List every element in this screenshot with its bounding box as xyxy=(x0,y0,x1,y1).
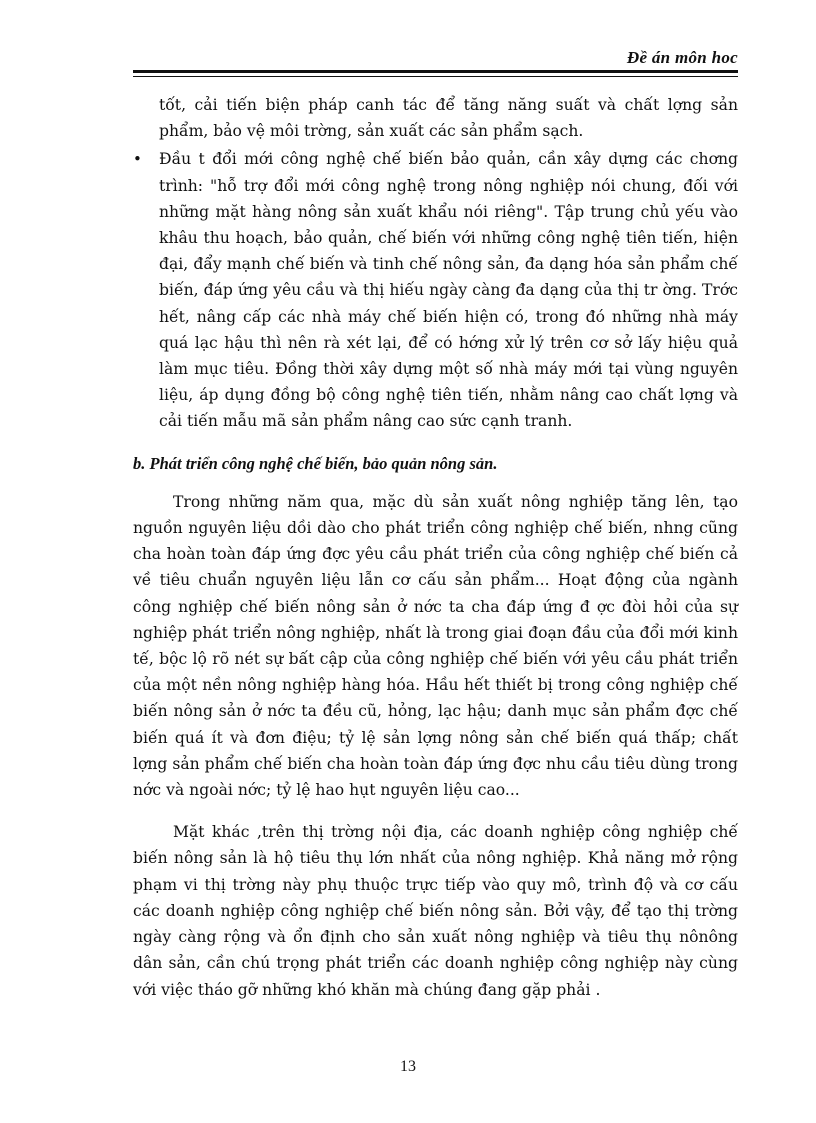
header-rule-thick xyxy=(133,70,738,73)
page-number: 13 xyxy=(400,1058,416,1075)
header-rule-thin xyxy=(133,76,738,77)
header-title: Đề án môn hoc xyxy=(626,48,738,67)
section-heading: b. Phát triển công nghệ chế biến, bảo quản nông sản. xyxy=(133,453,498,473)
bullet-item xyxy=(133,146,738,434)
body-paragraph-2: Mặt khác ,trên thị trờng nội địa, các doanh nghiệp công nghiệp chế biến nông sản là hộ tiêu thụ lớn nhất của nông nghiệp. Khả năng mở rộng phạm vi thị trờng này phụ thuộc trực tiếp vào quy mô, trình độ và cơ cấu các doanh nghiệp công nghiệp chế biến nông sản. Bởi vậy, để tạo thị trờng ngày càng rộng và ổn định cho sản xuất nông nghiệp và tiêu thụ nônông dân sản, cần chú trọng phát triển các doanh nghiệp công nghiệp này cùng với việc tháo gỡ những khó khăn mà chúng đang gặp phải . xyxy=(133,823,738,999)
bullet-icon: • xyxy=(133,150,142,169)
body-paragraph-1: Trong những năm qua, mặc dù sản xuất nông nghiệp tăng lên, tạo nguồn nguyên liệu dồi dào cho phát triển công nghiệp chế biến, nhng cũng cha hoàn toàn đáp ứng đợc yêu cầu phát triển của công nghiệp chế biến cả về tiêu chuẩn nguyên liệu lẫn cơ cấu sản phẩm... Hoạt động của ngành công nghiệp chế biến nông sản ở nớc ta cha đáp ứng đ ợc đòi hỏi của sự nghiệp phát triển nông nghiệp, nhất là trong giai đoạn đầu của đổi mới kinh tế, bộc lộ rõ nét sự bất cập của công nghiệp chế biến với yêu cầu phát triển của một nền nông nghiệp hàng hóa. Hầu hết thiết bị trong công nghiệp chế biến nông sản ở nớc ta đều cũ, hỏng, lạc hậu; danh mục sản phẩm đợc chế biến quá ít và đơn điệu; tỷ lệ sản lợng nông sản chế biến quá thấp; chất lợng sản phẩm chế biến cha hoàn toàn đáp ứng đợc nhu cầu tiêu dùng trong nớc và ngoài nớc; tỷ lệ hao hụt nguyên liệu cao... xyxy=(133,492,738,800)
continued-paragraph: tốt, cải tiến biện pháp canh tác để tăng năng suất và chất lợng sản phẩm, bảo vệ môi trờng, sản xuất các sản phẩm sạch. xyxy=(159,96,738,141)
page-content xyxy=(133,92,738,1003)
bullet-text: Đầu t đổi mới công nghệ chế biến bảo quản, cần xây dựng các chơng trình: "hỗ trợ đổi mới công nghệ trong nông nghiệp nói chung, đối với những mặt hàng nông sản xuất khẩu nói riêng". Tập trung chủ yếu vào khâu thu hoạch, bảo quản, chế biến với những công nghệ tiên tiến, hiện đại, đẩy mạnh chế biến và tinh chế nông sản, đa dạng hóa sản phẩm chế biến, đáp ứng yêu cầu và thị hiếu ngày càng đa dạng của thị tr ờng. Trớc hết, nâng cấp các nhà máy chế biến hiện có, trong đó những nhà máy quá lạc hậu thì nên rà xét lại, để có hớng xử lý trên cơ sở lấy hiệu quả làm mục tiêu. Đồng thời xây dựng một số nhà máy mới tại vùng nguyên liệu, áp dụng đồng bộ công nghệ tiên tiến, nhằm nâng cao chất lợng và cải tiến mẫu mã sản phẩm nâng cao sức cạnh tranh. xyxy=(159,150,738,431)
